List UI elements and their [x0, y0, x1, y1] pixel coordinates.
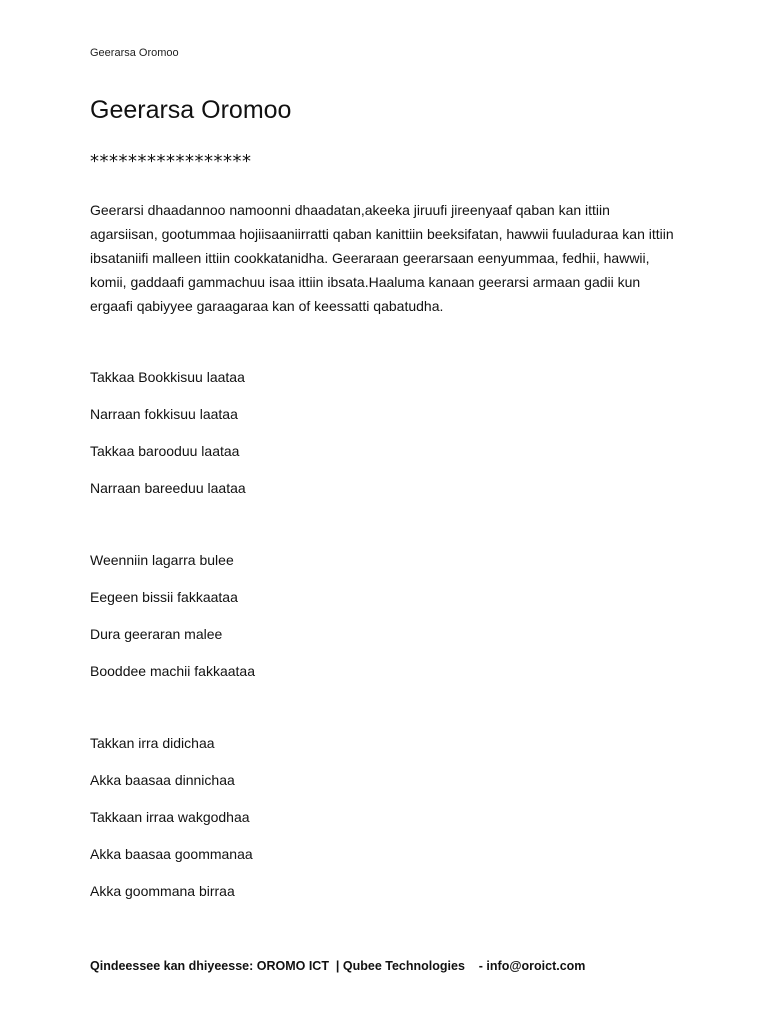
verse-line: Akka goommana birraa	[90, 883, 235, 899]
page-footer: Qindeessee kan dhiyeesse: OROMO ICT | Qubee Technologies - info@oroict.com	[90, 959, 586, 973]
asterisk-divider: *****************	[90, 151, 252, 172]
verse-1	[90, 367, 246, 515]
verse-line: Dura geeraran malee	[90, 626, 223, 642]
verse-2	[90, 550, 255, 698]
verse-3	[90, 733, 253, 918]
verse-line: Akka baasaa dinnichaa	[90, 772, 235, 788]
verse-line: Eegeen bissii fakkaataa	[90, 589, 238, 605]
running-header: Geerarsa Oromoo	[90, 47, 179, 59]
verse-line: Weenniin lagarra bulee	[90, 552, 234, 568]
verse-line: Akka baasaa goommanaa	[90, 846, 253, 862]
page-title: Geerarsa Oromoo	[90, 96, 292, 124]
verse-line: Takkan irra didichaa	[90, 735, 215, 751]
verse-line: Narraan fokkisuu laataa	[90, 406, 238, 422]
verse-line: Takkaa barooduu laataa	[90, 443, 240, 459]
intro-paragraph: Geerarsi dhaadannoo namoonni dhaadatan,akeeka jiruufi jireenyaaf qaban kan ittiin agarsiisan, gootummaa hojiisaaniirratti qaban kanittiin beeksifatan, hawwii fuuladuraa kan ittiin ibsataniifi malleen ittiin cookkatanidha. Geeraraan geerarsaan eenyummaa, fedhii, hawwii, komii, gaddaafi gammachuu isaa ittiin ibsata.Haaluma kanaan geerarsi armaan gadii kun ergaafi qabiyyee garaagaraa kan of keessatti qabatudha.	[90, 202, 674, 314]
verse-line: Takkaan irraa wakgodhaa	[90, 809, 250, 825]
verse-line: Booddee machii fakkaataa	[90, 663, 255, 679]
verse-line: Takkaa Bookkisuu laataa	[90, 369, 245, 385]
verse-line: Narraan bareeduu laataa	[90, 480, 246, 496]
